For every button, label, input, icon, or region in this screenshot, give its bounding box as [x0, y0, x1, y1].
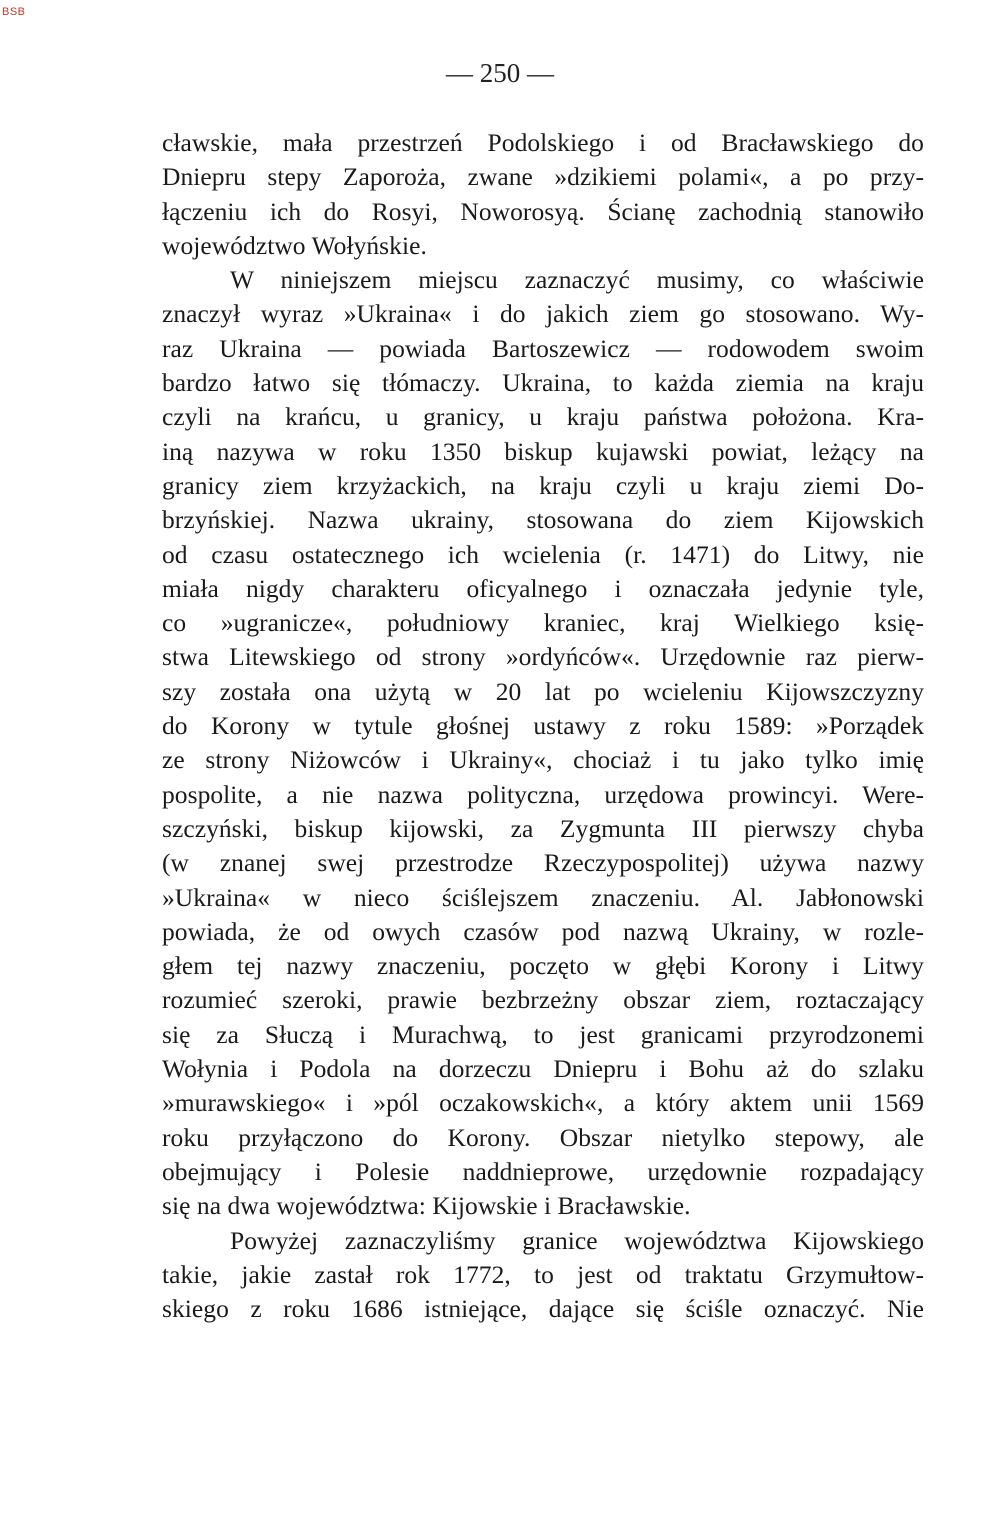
text-line: województwo Wołyńskie.: [162, 230, 427, 260]
text-line: granicy ziem krzyżackich, na kraju czyli u kraju ziemi Do-: [162, 470, 924, 500]
text-line: Wołynia i Podola na dorzeczu Dniepru i Bohu aż do szlaku: [162, 1054, 924, 1084]
library-stamp: BSB: [2, 6, 26, 18]
text-line: miała nigdy charakteru oficyalnego i oznaczała jedynie tyle,: [162, 573, 924, 603]
text-line: znaczył wyraz »Ukraina« i do jakich ziem go stosowano. Wy-: [162, 299, 924, 329]
text-line: co »ugranicze«, południowy kraniec, kraj Wielkiego księ-: [162, 608, 924, 638]
text-line: roku przyłączono do Korony. Obszar nietylko stepowy, ale: [162, 1122, 924, 1152]
body-text: [162, 126, 924, 1326]
text-line: czyli na krańcu, u granicy, u kraju państwa położona. Kra-: [162, 402, 924, 432]
text-line: do Korony w tytule głośnej ustawy z roku 1589: »Porządek: [162, 711, 924, 741]
text-line: cławskie, mała przestrzeń Podolskiego i od Bracławskiego do: [162, 128, 924, 157]
text-line: stwa Litewskiego od strony »ordyńców«. Urzędownie raz pierw-: [162, 642, 924, 672]
text-line: Powyżej zaznaczyliśmy granice województwa Kijowskiego: [230, 1225, 924, 1255]
text-line: bardzo łatwo się tłómaczy. Ukraina, to każda ziemia na kraju: [162, 368, 924, 398]
text-line: od czasu ostatecznego ich wcielenia (r. 1471) do Litwy, nie: [162, 539, 924, 569]
text-line: się na dwa województwa: Kijowskie i Bracławskie.: [162, 1191, 691, 1221]
text-line: rozumieć szeroki, prawie bezbrzeżny obszar ziem, roztaczający: [162, 985, 924, 1015]
text-line: pospolite, a nie nazwa polityczna, urzędowa prowincyi. Were-: [162, 779, 924, 809]
text-line: (w znanej swej przestrodze Rzeczypospolitej) używa nazwy: [162, 848, 924, 878]
text-line: »murawskiego« i »pól oczakowskich«, a który aktem unii 1569: [162, 1088, 924, 1118]
text-line: szy została ona użytą w 20 lat po wcieleniu Kijowszczyzny: [162, 676, 924, 706]
text-line: iną nazywa w roku 1350 biskup kujawski powiat, leżący na: [162, 436, 924, 466]
page-number: — 250 —: [446, 58, 554, 88]
text-line: się za Słuczą i Murachwą, to jest granicami przyrodzonemi: [162, 1019, 924, 1049]
text-line: skiego z roku 1686 istniejące, dające się ściśle oznaczyć. Nie: [162, 1294, 924, 1324]
text-line: takie, jakie zastał rok 1772, to jest od traktatu Grzymułtow-: [162, 1259, 924, 1289]
text-line: »Ukraina« w nieco ściślejszem znaczeniu. Al. Jabłonowski: [162, 882, 924, 912]
text-line: powiada, że od owych czasów pod nazwą Ukrainy, w rozle-: [162, 916, 924, 946]
text-line: ze strony Niżowców i Ukrainy«, chociaż i tu jako tylko imię: [162, 745, 924, 775]
text-line: szczyński, biskup kijowski, za Zygmunta III pierwszy chyba: [162, 813, 924, 843]
text-line: Dniepru stepy Zaporoża, zwane »dzikiemi polami«, a po przy-: [162, 162, 924, 192]
text-line: obejmujący i Polesie naddnieprowe, urzędownie rozpadający: [162, 1156, 924, 1186]
text-line: raz Ukraina — powiada Bartoszewicz — rodowodem swoim: [162, 333, 924, 363]
text-line: łączeniu ich do Rosyi, Noworosyą. Ścianę zachodnią stanowiło: [162, 196, 924, 226]
text-line: brzyńskiej. Nazwa ukrainy, stosowana do ziem Kijowskich: [162, 505, 924, 535]
text-line: głem tej nazwy znaczeniu, poczęto w głębi Korony i Litwy: [162, 951, 924, 981]
text-line: W niniejszem miejscu zaznaczyć musimy, co właściwie: [230, 265, 924, 295]
